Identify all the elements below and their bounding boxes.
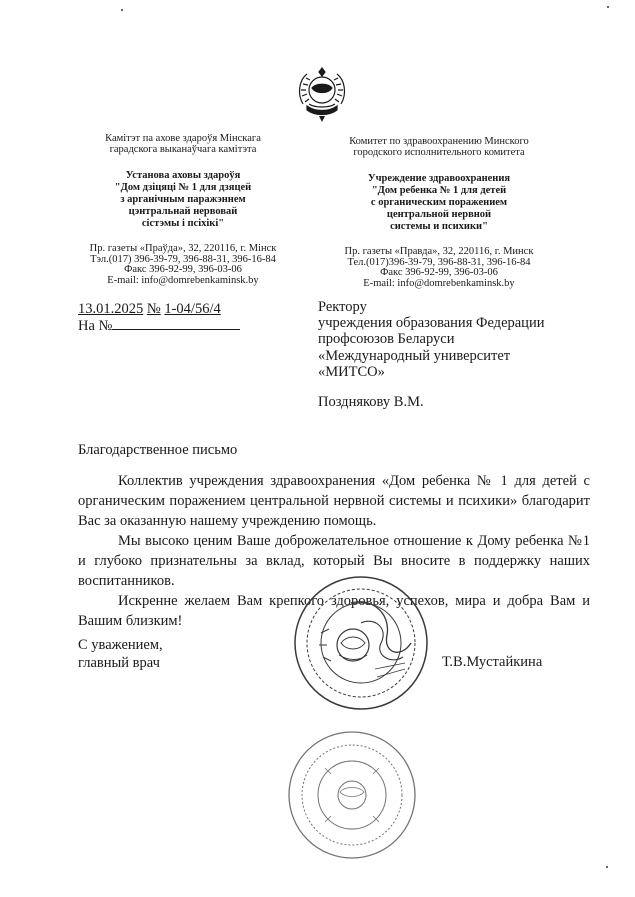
signature-title	[78, 636, 163, 672]
fax-line: Факс 396-92-99, 396-03-06	[380, 267, 498, 278]
letter-number: 1-04/56/4	[164, 301, 221, 317]
dept-line: гарадскога выканаўчага камітэта	[109, 144, 257, 155]
recipient-line: «МИТСО»	[318, 363, 385, 380]
scan-speck	[607, 6, 609, 8]
recipient-block	[318, 299, 588, 410]
recipient-line: учреждения образования Федерации	[318, 315, 545, 332]
recipient-line: Ректору	[318, 299, 367, 315]
address-line: Пр. газеты «Правда», 32, 220116, г. Минск	[344, 246, 534, 257]
header-left	[72, 133, 294, 286]
institution-name	[320, 173, 558, 233]
recipient-line: «Международный университет	[318, 347, 511, 364]
phone-line: Тел.(017)396-39-79, 396-88-31, 396-16-84	[347, 256, 531, 268]
inst-line: с органическим поражением	[370, 197, 508, 208]
inst-line: з арганічным паражэннем	[120, 194, 246, 205]
inst-line: центральной нервной	[386, 209, 492, 220]
inst-line: сістэмы і псіхікі"	[141, 218, 225, 229]
body-paragraph: Коллектив учреждения здравоохранения «Дом ребенка № 1 для детей с органическим поражением центральной нервной системы и психики» благодарит Вас за оказанную нашему учреждению помощь.	[78, 473, 590, 529]
dept-line: городского исполнительного комитета	[353, 147, 525, 158]
address-block	[72, 244, 294, 286]
address-line: Пр. газеты «Праўда», 32, 220116, г. Мінск	[89, 243, 277, 254]
institution-name	[72, 170, 294, 230]
letter-date: 13.01.2025	[78, 301, 144, 317]
fax-line: Факс 396-92-99, 396-03-06	[124, 264, 242, 275]
inst-line: системы и психики"	[390, 221, 488, 232]
dept-line: Камітэт па ахове здароўя Мінскага	[105, 133, 261, 144]
state-emblem-icon	[295, 66, 349, 124]
email-line: E-mail: info@domrebenkaminsk.by	[363, 277, 515, 289]
recipient-name: Позднякову В.М.	[318, 394, 424, 411]
body-paragraph: Мы высоко ценим Ваше доброжелательное отношение к Дому ребенка №1 и глубоко признательны за вклад, который Вы вносите в поддержку наших воспитанников.	[78, 533, 590, 589]
signer-position: главный врач	[78, 655, 160, 671]
letter-subject: Благодарственное письмо	[78, 442, 238, 458]
on-number-label: На №	[78, 318, 113, 334]
reference-block	[78, 301, 240, 334]
inst-line: цэнтральнай нервовай	[128, 206, 238, 217]
inst-line: Учреждение здравоохранения	[367, 173, 511, 184]
number-label: №	[146, 301, 161, 317]
signer-name: Т.В.Мустайкина	[442, 654, 543, 670]
inst-line: Установа аховы здароўя	[125, 170, 241, 181]
email-line: E-mail: info@domrebenkaminsk.by	[107, 274, 259, 286]
official-stamp-icon	[291, 573, 431, 713]
scan-speck	[606, 866, 608, 868]
header-right	[320, 136, 558, 289]
official-seal-icon	[285, 728, 420, 863]
dept-line: Комитет по здравоохранению Минского	[349, 136, 529, 147]
scan-speck	[121, 9, 123, 11]
body-paragraph: Искренне желаем Вам крепкого здоровья, успехов, мира и добра Вам и Вашим близким!	[78, 593, 590, 629]
blank-line	[112, 317, 240, 330]
recipient-line: профсоюзов Беларуси	[318, 331, 455, 348]
closing: С уважением,	[78, 637, 163, 653]
phone-line: Тэл.(017) 396-39-79, 396-88-31, 396-16-84	[90, 253, 276, 265]
inst-line: "Дом дзіцяці № 1 для дзяцей	[114, 182, 252, 193]
inst-line: "Дом ребенка № 1 для детей	[371, 185, 507, 196]
address-block	[320, 247, 558, 289]
